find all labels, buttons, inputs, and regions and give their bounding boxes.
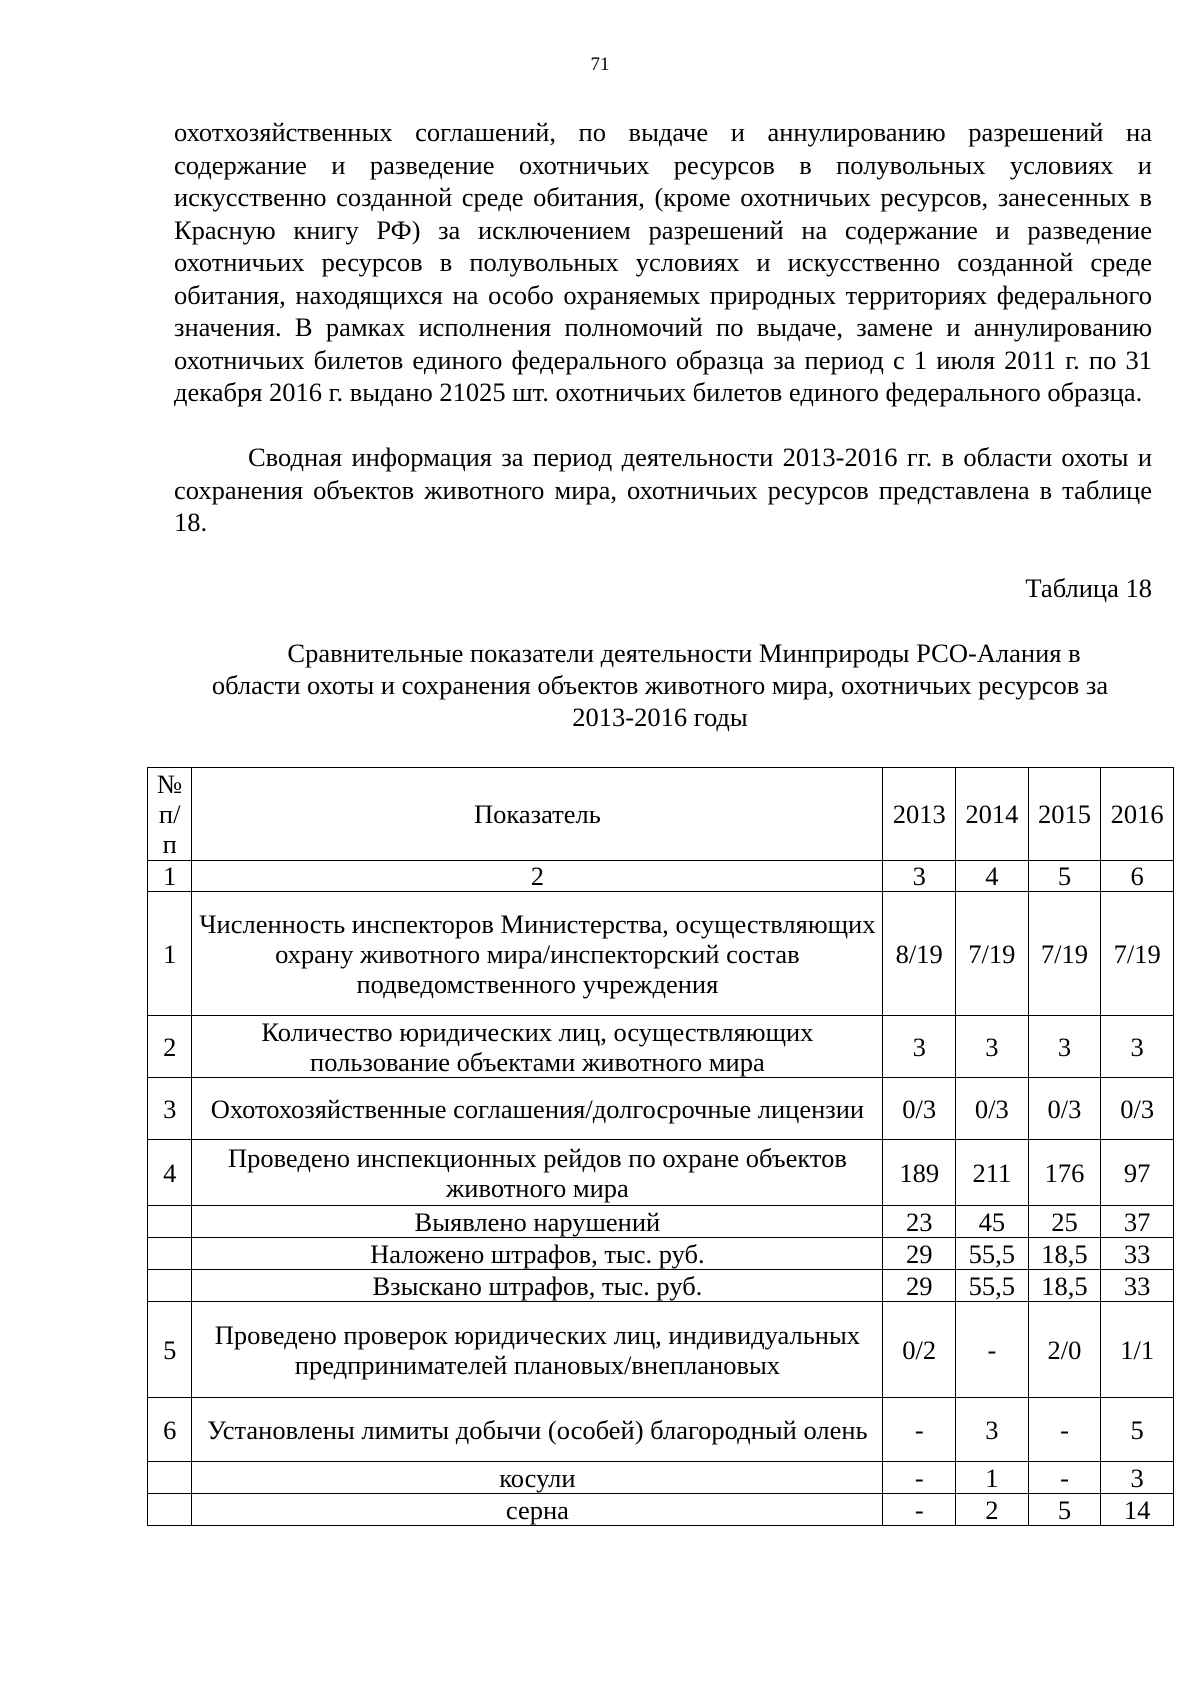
row-value: 0/3	[883, 1078, 956, 1140]
row-value: 29	[883, 1270, 956, 1302]
column-number: 3	[883, 861, 956, 892]
row-value: 189	[883, 1140, 956, 1206]
table-row	[148, 1206, 1174, 1238]
row-value: -	[956, 1302, 1029, 1398]
table-row	[148, 1078, 1174, 1140]
table-title-line-3: 2013-2016 годы	[572, 702, 748, 732]
row-value: 1/1	[1101, 1302, 1174, 1398]
row-num	[148, 1270, 192, 1302]
header-year: 2014	[956, 768, 1029, 861]
row-indicator: Проведено инспекционных рейдов по охране объектов животного мира	[192, 1140, 883, 1206]
row-value: -	[883, 1462, 956, 1494]
row-value: 33	[1101, 1270, 1174, 1302]
row-value: 45	[956, 1206, 1029, 1238]
table-row	[148, 1302, 1174, 1398]
row-value: 3	[956, 1398, 1029, 1462]
header-num-line-2: п/	[158, 799, 181, 829]
header-num	[148, 768, 192, 861]
row-value: 3	[956, 1016, 1029, 1078]
row-value: -	[1028, 1462, 1101, 1494]
column-number: 6	[1101, 861, 1174, 892]
row-value: -	[883, 1494, 956, 1526]
header-year: 2016	[1101, 768, 1174, 861]
table-row	[148, 1398, 1174, 1462]
row-num	[148, 1494, 192, 1526]
row-value: -	[1028, 1398, 1101, 1462]
table-row	[148, 1270, 1174, 1302]
body-paragraph-1: охотхозяйственных соглашений, по выдаче и аннулированию разрешений на содержание и разведение охотничьих ресурсов в полувольных условиях и искусственно созданной среде обитания, (кроме охотничьих ресурсов, занесенных в Красную книгу РФ) за исключением разрешений на содержание и разведение охотничьих ресурсов в полувольных условиях и искусственно созданной среде обитания, находящихся на особо охраняемых природных территориях федерального значения. В рамках исполнения полномочий по выдаче, замене и аннулированию охотничьих билетов единого федерального образца за период с 1 июля 2011 г. по 31 декабря 2016 г. выдано 21025 шт. охотничьих билетов единого федерального образца.	[174, 117, 1152, 407]
row-value: 7/19	[956, 892, 1029, 1016]
column-number-row	[148, 861, 1174, 892]
row-value: 2/0	[1028, 1302, 1101, 1398]
row-num	[148, 1206, 192, 1238]
row-indicator: Выявлено нарушений	[192, 1206, 883, 1238]
table-row	[148, 1016, 1174, 1078]
row-num	[148, 1462, 192, 1494]
row-value: 3	[1101, 1462, 1174, 1494]
column-number: 2	[192, 861, 883, 892]
row-value: 33	[1101, 1238, 1174, 1270]
header-indicator: Показатель	[192, 768, 883, 861]
header-year: 2013	[883, 768, 956, 861]
row-value: 1	[956, 1462, 1029, 1494]
row-value: 18,5	[1028, 1270, 1101, 1302]
header-num-line-1: №	[157, 769, 183, 799]
row-value: 0/3	[1101, 1078, 1174, 1140]
row-value: 23	[883, 1206, 956, 1238]
row-value: 55,5	[956, 1270, 1029, 1302]
row-value: 8/19	[883, 892, 956, 1016]
row-indicator: серна	[192, 1494, 883, 1526]
row-value: -	[883, 1398, 956, 1462]
row-num: 4	[148, 1140, 192, 1206]
table-row	[148, 1462, 1174, 1494]
row-indicator: Проведено проверок юридических лиц, индивидуальных предпринимателей плановых/внеплановых	[192, 1302, 883, 1398]
row-value: 0/2	[883, 1302, 956, 1398]
table-title-line-1: Сравнительные показатели деятельности Минприроды РСО-Алания в	[287, 638, 1081, 668]
row-value: 5	[1101, 1398, 1174, 1462]
table-row	[148, 892, 1174, 1016]
page-number: 71	[590, 54, 610, 75]
table-title	[160, 637, 1160, 733]
row-indicator: Установлены лимиты добычи (особей) благородный олень	[192, 1398, 883, 1462]
row-indicator: Охотохозяйственные соглашения/долгосрочные лицензии	[192, 1078, 883, 1140]
row-value: 97	[1101, 1140, 1174, 1206]
row-value: 5	[1028, 1494, 1101, 1526]
body-paragraph-2: Сводная информация за период деятельности 2013-2016 гг. в области охоты и сохранения объектов животного мира, охотничьих ресурсов представлена в таблице 18.	[174, 442, 1152, 537]
table-row	[148, 1238, 1174, 1270]
row-indicator: Численность инспекторов Министерства, осуществляющих охрану животного мира/инспекторский состав подведомственного учреждения	[192, 892, 883, 1016]
table-title-line-2: области охоты и сохранения объектов животного мира, охотничьих ресурсов за	[211, 670, 1109, 700]
header-num-line-3: п	[162, 829, 177, 859]
row-value: 3	[883, 1016, 956, 1078]
row-value: 211	[956, 1140, 1029, 1206]
row-value: 7/19	[1028, 892, 1101, 1016]
column-number: 4	[956, 861, 1029, 892]
row-value: 3	[1101, 1016, 1174, 1078]
row-value: 29	[883, 1238, 956, 1270]
row-value: 0/3	[956, 1078, 1029, 1140]
row-num: 6	[148, 1398, 192, 1462]
row-value: 7/19	[1101, 892, 1174, 1016]
table-header-row	[148, 768, 1174, 861]
row-value: 2	[956, 1494, 1029, 1526]
row-indicator: косули	[192, 1462, 883, 1494]
row-num: 3	[148, 1078, 192, 1140]
indicators-table	[147, 767, 1174, 1526]
row-indicator: Количество юридических лиц, осуществляющих пользование объектами животного мира	[192, 1016, 883, 1078]
row-num	[148, 1238, 192, 1270]
row-num: 2	[148, 1016, 192, 1078]
table-row	[148, 1140, 1174, 1206]
header-year: 2015	[1028, 768, 1101, 861]
row-value: 3	[1028, 1016, 1101, 1078]
row-value: 0/3	[1028, 1078, 1101, 1140]
row-indicator: Наложено штрафов, тыс. руб.	[192, 1238, 883, 1270]
row-value: 14	[1101, 1494, 1174, 1526]
row-num: 5	[148, 1302, 192, 1398]
row-num: 1	[148, 892, 192, 1016]
table-label: Таблица 18	[1025, 573, 1152, 603]
row-indicator: Взыскано штрафов, тыс. руб.	[192, 1270, 883, 1302]
row-value: 37	[1101, 1206, 1174, 1238]
row-value: 25	[1028, 1206, 1101, 1238]
row-value: 176	[1028, 1140, 1101, 1206]
row-value: 55,5	[956, 1238, 1029, 1270]
column-number: 1	[148, 861, 192, 892]
table-row	[148, 1494, 1174, 1526]
column-number: 5	[1028, 861, 1101, 892]
row-value: 18,5	[1028, 1238, 1101, 1270]
